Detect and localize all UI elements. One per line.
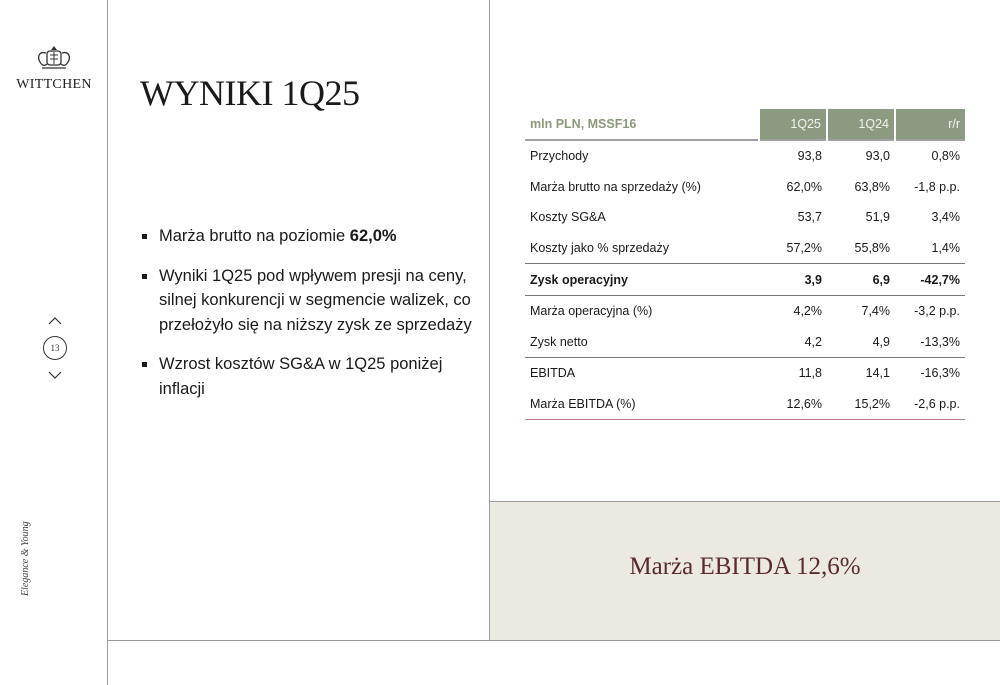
- bottom-divider: [107, 640, 1000, 641]
- row-label: Zysk operacyjny: [525, 264, 759, 296]
- cell-1q25: 4,2%: [759, 295, 827, 326]
- page-number: 13: [43, 336, 67, 360]
- column-header: 1Q24: [827, 109, 895, 140]
- unit-label: mln PLN, MSSF16: [525, 109, 759, 140]
- page-navigation: [40, 316, 70, 380]
- table-row: [525, 295, 965, 326]
- table-row: [525, 140, 965, 172]
- cell-1q25: 57,2%: [786, 241, 822, 256]
- row-label: Marża operacyjna (%): [525, 295, 759, 326]
- cell-1q25: 93,8: [797, 149, 822, 164]
- bullet-marker: [142, 362, 147, 367]
- results-table: [525, 109, 965, 420]
- column-header: 1Q25: [759, 109, 827, 140]
- table-row: [525, 327, 965, 358]
- table-row: [525, 389, 965, 420]
- cell-1q24: 63,8%: [854, 179, 890, 194]
- cell-1q24: 7,4%: [827, 295, 895, 326]
- cell-1q25: 11,8: [759, 358, 827, 389]
- chevron-down-icon[interactable]: [47, 370, 63, 380]
- crest-icon: [34, 44, 74, 72]
- row-label: Marża EBITDA (%): [525, 389, 759, 420]
- bullet-item: [140, 352, 480, 401]
- bullet-text: Marża brutto na poziomie: [159, 227, 350, 245]
- bullet-item: [140, 224, 480, 249]
- cell-1q25: 12,6%: [759, 389, 827, 420]
- cell-yoy: 0,8%: [931, 149, 960, 164]
- table-row: [525, 358, 965, 389]
- cell-1q25: 62,0%: [786, 179, 822, 194]
- row-label: Zysk netto: [530, 334, 588, 349]
- brand-name: WITTCHEN: [16, 77, 92, 92]
- cell-1q24: 93,0: [865, 149, 890, 164]
- bullet-text: Wyniki 1Q25 pod wpływem presji na ceny, silnej konkurencji w segmencie walizek, co przełożyło się na niższy zysk ze sprzedaży: [159, 266, 472, 334]
- cell-yoy: 3,4%: [931, 210, 960, 225]
- cell-yoy: -1,8 p.p.: [914, 179, 960, 194]
- cell-1q24: 55,8%: [854, 241, 890, 256]
- cell-yoy: -16,3%: [895, 358, 965, 389]
- bullet-bold: 62,0%: [349, 227, 397, 245]
- cell-1q25: 3,9: [759, 264, 827, 296]
- bullet-list: [140, 224, 480, 416]
- cell-1q25: 53,7: [797, 210, 822, 225]
- page-title: WYNIKI 1Q25: [140, 73, 360, 113]
- highlight-panel: [490, 501, 1000, 640]
- bullet-text: Wzrost kosztów SG&A w 1Q25 poniżej inflacji: [159, 355, 443, 398]
- table-row: [525, 233, 965, 264]
- panel-divider: [490, 501, 1000, 502]
- bullet-marker: [142, 274, 147, 279]
- highlight-text: Marża EBITDA 12,6%: [629, 553, 861, 580]
- cell-1q25: 4,2: [804, 334, 822, 349]
- brand-logo: [14, 44, 94, 93]
- bullet-marker: [142, 234, 147, 239]
- row-label: Koszty SG&A: [530, 210, 606, 225]
- cell-yoy: -2,6 p.p.: [895, 389, 965, 420]
- cell-yoy: -3,2 p.p.: [895, 295, 965, 326]
- cell-1q24: 4,9: [872, 334, 890, 349]
- row-label: Marża brutto na sprzedaży (%): [530, 179, 701, 194]
- cell-1q24: 14,1: [827, 358, 895, 389]
- bullet-item: [140, 264, 480, 338]
- row-label: Koszty jako % sprzedaży: [530, 241, 669, 256]
- cell-yoy: -42,7%: [895, 264, 965, 296]
- row-label: Przychody: [530, 149, 589, 164]
- left-divider: [107, 0, 108, 685]
- cell-1q24: 6,9: [827, 264, 895, 296]
- table-header-row: [525, 109, 965, 140]
- cell-yoy: 1,4%: [931, 241, 960, 256]
- cell-1q24: 15,2%: [827, 389, 895, 420]
- tagline: Elegance & Young: [20, 521, 31, 596]
- table-row: [525, 264, 965, 296]
- chevron-up-icon[interactable]: [47, 316, 63, 326]
- row-label: EBITDA: [525, 358, 759, 389]
- table-row: [525, 172, 965, 203]
- cell-yoy: -13,3%: [920, 334, 960, 349]
- table-row: [525, 202, 965, 233]
- cell-1q24: 51,9: [865, 210, 890, 225]
- column-header: r/r: [895, 109, 965, 140]
